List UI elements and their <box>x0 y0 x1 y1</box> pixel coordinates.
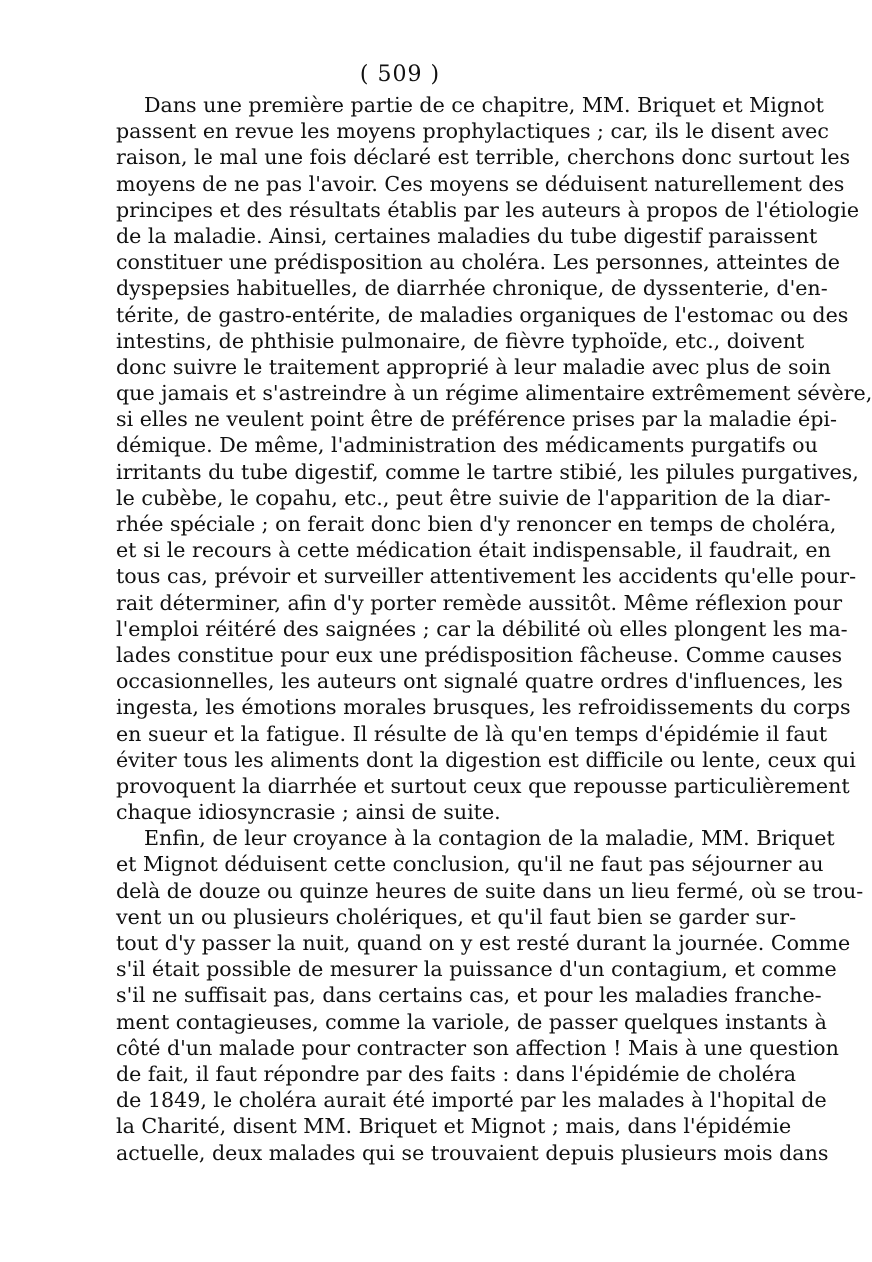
text-line: actuelle, deux malades qui se trouvaient depuis plusieurs mois dans <box>116 1140 829 1165</box>
text-line: de 1849, le choléra aurait été importé par les malades à l'hopital de <box>116 1088 827 1113</box>
text-line: le cubèbe, le copahu, etc., peut être suivie de l'apparition de la diar- <box>116 485 831 510</box>
text-line: delà de douze ou quinze heures de suite dans un lieu fermé, où se trou- <box>116 878 864 903</box>
text-line: térite, de gastro-entérite, de maladies organiques de l'estomac ou des <box>116 302 849 327</box>
text-line: ment contagieuses, comme la variole, de passer quelques instants à <box>116 1009 827 1034</box>
text-line: et Mignot déduisent cette conclusion, qu'il ne faut pas séjourner au <box>116 852 824 877</box>
text-line: lades constitue pour eux une prédisposition fâcheuse. Comme causes <box>116 642 843 667</box>
text-line: chaque idiosyncrasie ; ainsi de suite. <box>116 800 501 825</box>
text-line: constituer une prédisposition au choléra. Les personnes, atteintes de <box>116 250 840 275</box>
text-line: l'emploi réitéré des saignées ; car la débilité où elles plongent les ma- <box>116 616 848 641</box>
text-line: Enfin, de leur croyance à la contagion de la maladie, MM. Briquet <box>144 826 835 851</box>
text-line: principes et des résultats établis par les auteurs à propos de l'étiologie <box>116 197 860 222</box>
text-line: passent en revue les moyens prophylactiques ; car, ils le disent avec <box>116 119 829 144</box>
text-line: de fait, il faut répondre par des faits : dans l'épidémie de choléra <box>116 1061 797 1086</box>
text-line: s'il ne suffisait pas, dans certains cas, et pour les maladies franche- <box>116 983 822 1008</box>
text-line: dyspepsies habituelles, de diarrhée chronique, de dyssenterie, d'en- <box>116 276 828 301</box>
text-line: irritants du tube digestif, comme le tartre stibié, les pilules purgatives, <box>116 459 859 484</box>
page-number: ( 509 ) <box>359 62 441 87</box>
text-line: occasionnelles, les auteurs ont signalé quatre ordres d'influences, les <box>116 669 843 694</box>
text-line: côté d'un malade pour contracter son affection ! Mais à une question <box>116 1035 839 1060</box>
text-line: intestins, de phthisie pulmonaire, de fièvre typhoïde, etc., doivent <box>116 328 805 353</box>
text-line: raison, le mal une fois déclaré est terrible, cherchons donc surtout les <box>116 145 851 170</box>
text-line: de la maladie. Ainsi, certaines maladies du tube digestif paraissent <box>116 223 818 248</box>
text-line: que jamais et s'astreindre à un régime alimentaire extrêmement sévère, <box>116 381 872 406</box>
text-line: provoquent la diarrhée et surtout ceux que repousse particulièrement <box>116 773 850 798</box>
text-line: s'il était possible de mesurer la puissance d'un contagium, et comme <box>116 957 837 982</box>
text-line: démique. De même, l'administration des médicaments purgatifs ou <box>116 433 818 458</box>
text-line: rait déterminer, afin d'y porter remède aussitôt. Même réflexion pour <box>116 590 843 615</box>
text-line: éviter tous les aliments dont la digestion est difficile ou lente, ceux qui <box>116 747 856 772</box>
body-text <box>116 92 872 1166</box>
text-line: en sueur et la fatigue. Il résulte de là qu'en temps d'épidémie il faut <box>116 721 828 746</box>
text-line: donc suivre le traitement approprié à leur maladie avec plus de soin <box>116 354 831 379</box>
text-line: ingesta, les émotions morales brusques, les refroidissements du corps <box>116 695 851 720</box>
text-line: vent un ou plusieurs cholériques, et qu'il faut bien se garder sur- <box>116 904 797 929</box>
text-line: et si le recours à cette médication était indispensable, il faudrait, en <box>116 538 831 563</box>
text-line: la Charité, disent MM. Briquet et Mignot ; mais, dans l'épidémie <box>116 1114 792 1139</box>
text-line: moyens de ne pas l'avoir. Ces moyens se déduisent naturellement des <box>116 171 845 196</box>
text-line: si elles ne veulent point être de préférence prises par la maladie épi- <box>116 407 837 432</box>
text-line: Dans une première partie de ce chapitre, MM. Briquet et Mignot <box>144 93 824 117</box>
text-line: rhée spéciale ; on ferait donc bien d'y renoncer en temps de choléra, <box>116 512 837 536</box>
text-line: tous cas, prévoir et surveiller attentivement les accidents qu'elle pour- <box>116 564 857 589</box>
text-line: tout d'y passer la nuit, quand on y est resté durant la journée. Comme <box>116 931 851 955</box>
